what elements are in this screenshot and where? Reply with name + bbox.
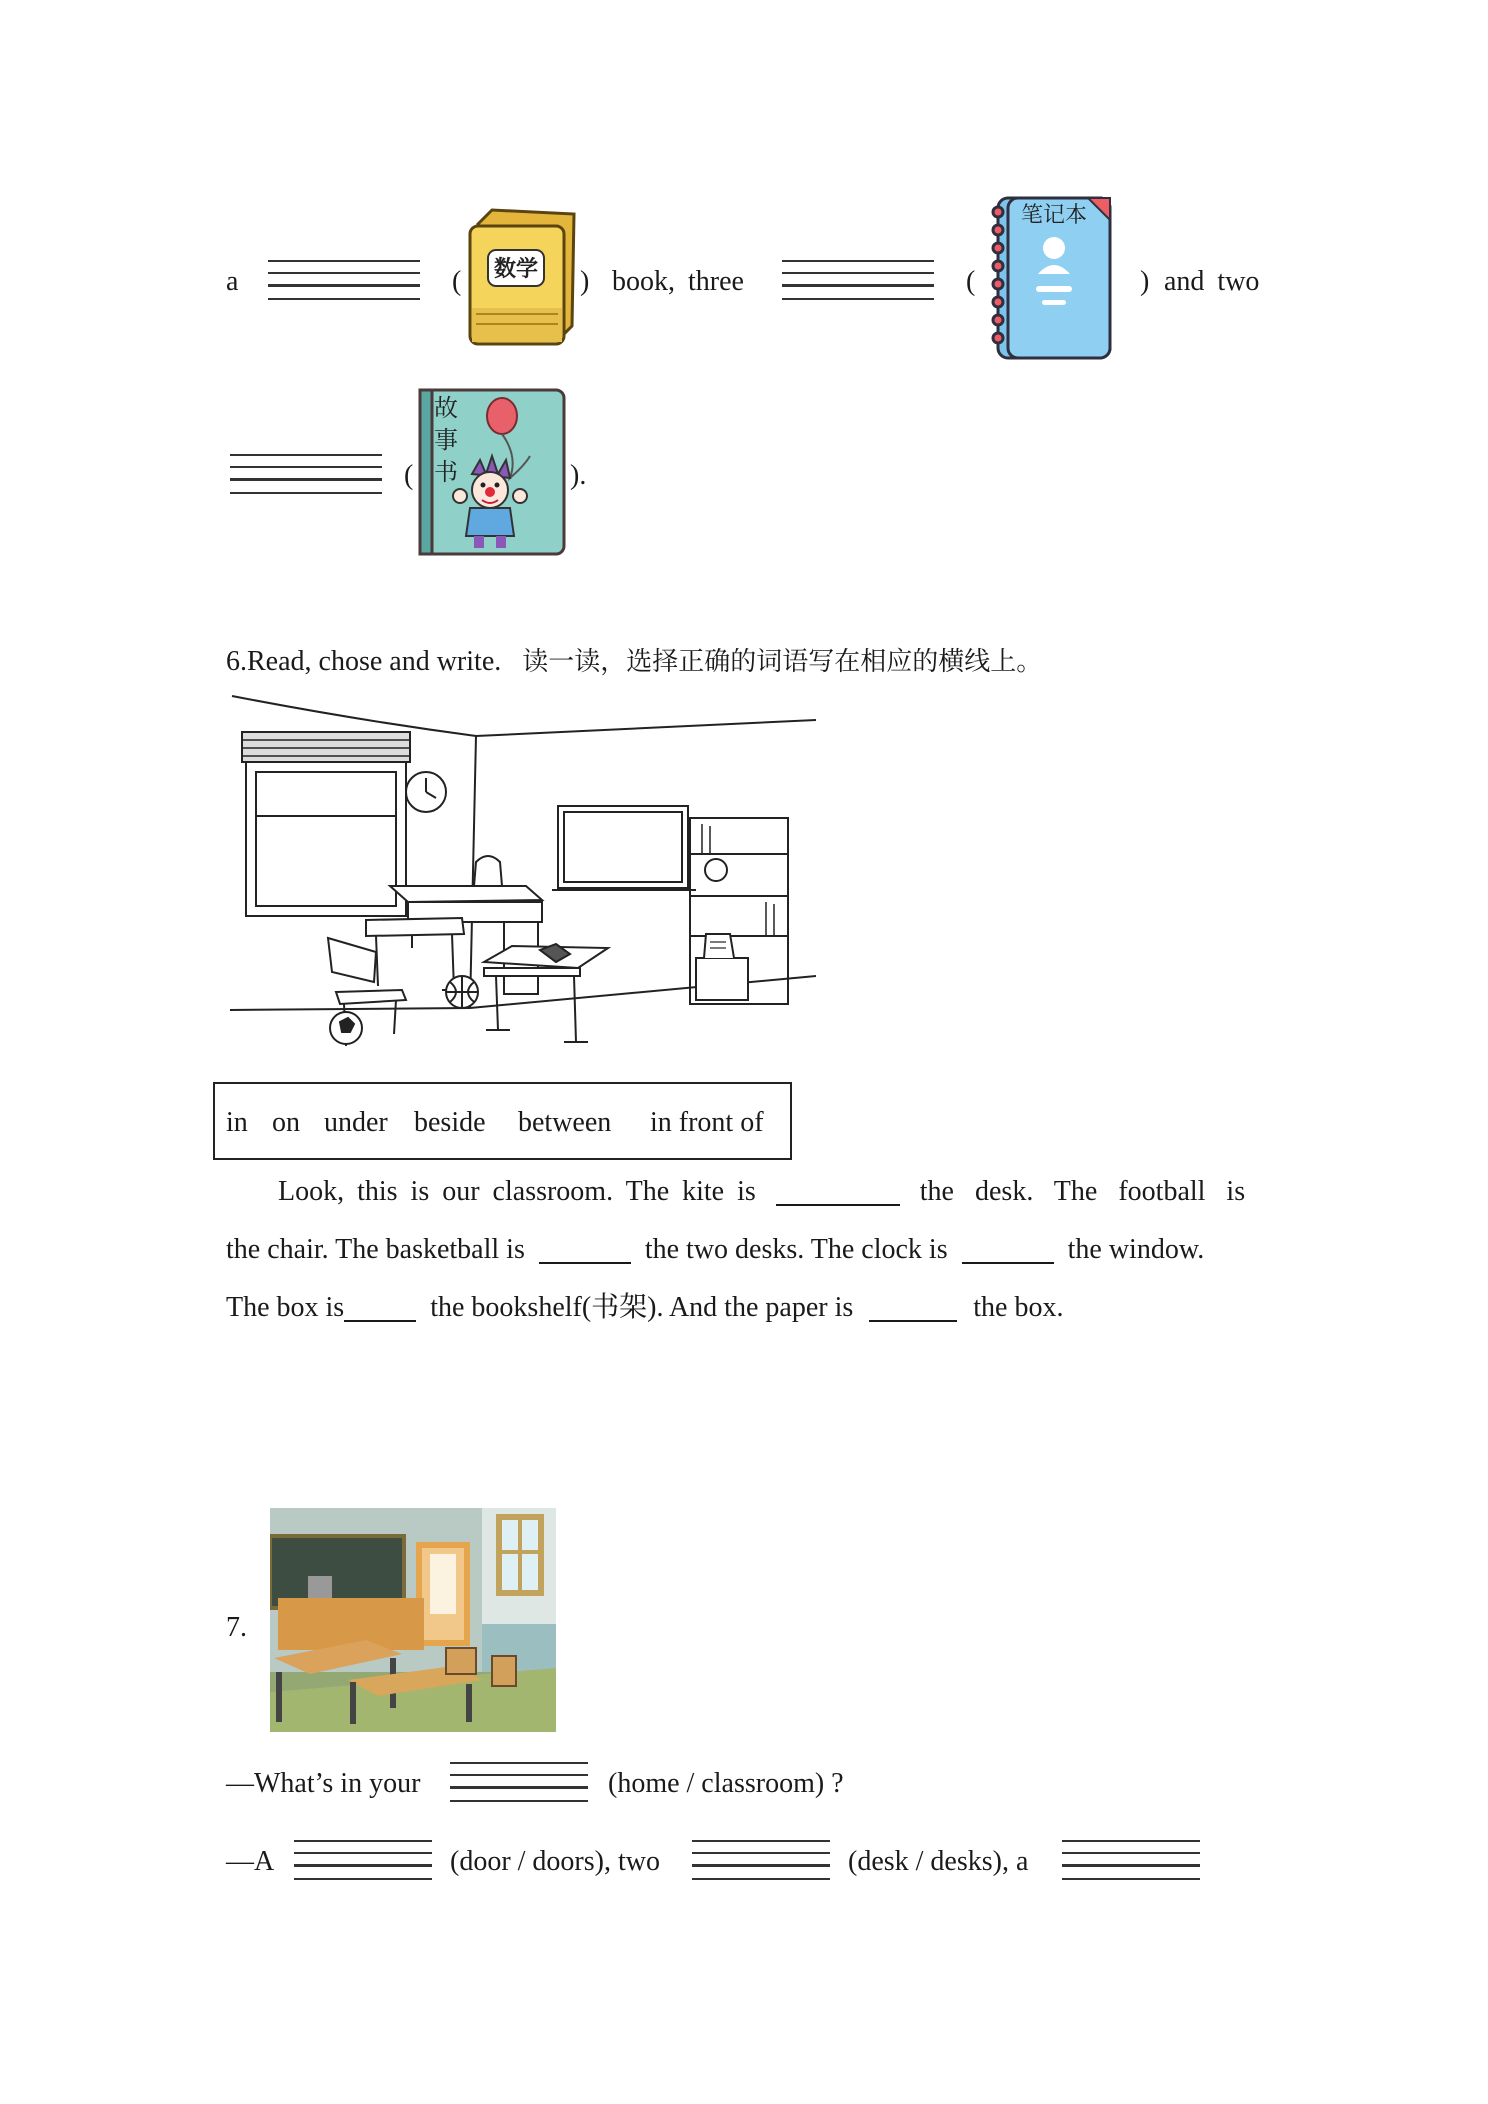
word-bank-item: in front of <box>650 1107 764 1138</box>
writing-lines-2[interactable] <box>782 258 934 302</box>
svg-text:事: 事 <box>434 426 458 454</box>
answer-blank[interactable] <box>344 1294 416 1322</box>
q5-word-a: a <box>226 266 239 297</box>
q6-title-en: 6.Read, chose and write. <box>226 646 502 677</box>
passage-text: The box is <box>226 1292 345 1323</box>
passage-text: the box. <box>973 1292 1064 1323</box>
writing-lines-5[interactable] <box>294 1838 432 1882</box>
classroom-color-image <box>270 1508 556 1732</box>
writing-lines-4[interactable] <box>450 1760 588 1804</box>
math-book-label: 数学 <box>493 257 539 282</box>
paren-open: ( <box>966 266 976 297</box>
notebook-image <box>982 194 1130 364</box>
notebook-label: 笔记本 <box>1020 203 1088 228</box>
word-bank-item: between <box>518 1107 612 1138</box>
classroom-sketch <box>226 690 822 1070</box>
paren-close: ) <box>580 266 590 297</box>
passage-text: the window. <box>1067 1234 1205 1265</box>
passage-line-3 <box>226 1294 1274 1322</box>
q6-title <box>226 648 1042 676</box>
storybook-label <box>434 394 458 486</box>
passage-text: Look, this is our classroom. The kite is <box>278 1176 756 1207</box>
q7-answer-option-1: (door / doors), two <box>450 1846 660 1877</box>
math-book-image <box>462 204 580 348</box>
answer-blank[interactable] <box>539 1236 631 1264</box>
storybook-image <box>414 386 570 558</box>
word-bank-item: in <box>226 1107 248 1138</box>
q5-and-two: and two <box>1164 266 1260 297</box>
q7-answer-prefix: —A <box>226 1846 275 1877</box>
q7-answer-option-2: (desk / desks), a <box>848 1846 1029 1877</box>
writing-lines-1[interactable] <box>268 258 420 302</box>
paren-close-period: ). <box>570 460 587 491</box>
svg-text:书: 书 <box>434 458 458 486</box>
passage-text: the bookshelf(书架). And the paper is <box>430 1292 854 1323</box>
q5-book-three: book, three <box>612 266 744 297</box>
word-bank-item: on <box>272 1107 300 1138</box>
answer-blank[interactable] <box>869 1294 957 1322</box>
q7-number: 7. <box>226 1612 247 1643</box>
passage-text: the desk. The football is <box>919 1176 1246 1207</box>
q7-question-prefix: —What’s in your <box>226 1768 421 1799</box>
writing-lines-7[interactable] <box>1062 1838 1200 1882</box>
paren-open: ( <box>452 266 462 297</box>
passage-line-2 <box>226 1236 1274 1264</box>
passage-text: the two desks. The clock is <box>644 1234 948 1265</box>
writing-lines-3[interactable] <box>230 452 382 496</box>
answer-blank[interactable] <box>962 1236 1054 1264</box>
svg-text:故: 故 <box>434 394 458 422</box>
word-bank-item: under <box>324 1107 388 1138</box>
passage-line-1 <box>226 1178 1274 1206</box>
passage-text: the chair. The basketball is <box>226 1234 525 1265</box>
q6-instruction-cn: 读一读，选择正确的词语写在相应的横线上。 <box>522 647 1043 677</box>
word-bank-item: beside <box>414 1107 486 1138</box>
q7-question-options: (home / classroom) ? <box>608 1768 844 1799</box>
paren-close: ) <box>1140 266 1150 297</box>
paren-open: ( <box>404 460 414 491</box>
writing-lines-6[interactable] <box>692 1838 830 1882</box>
answer-blank[interactable] <box>776 1178 900 1206</box>
